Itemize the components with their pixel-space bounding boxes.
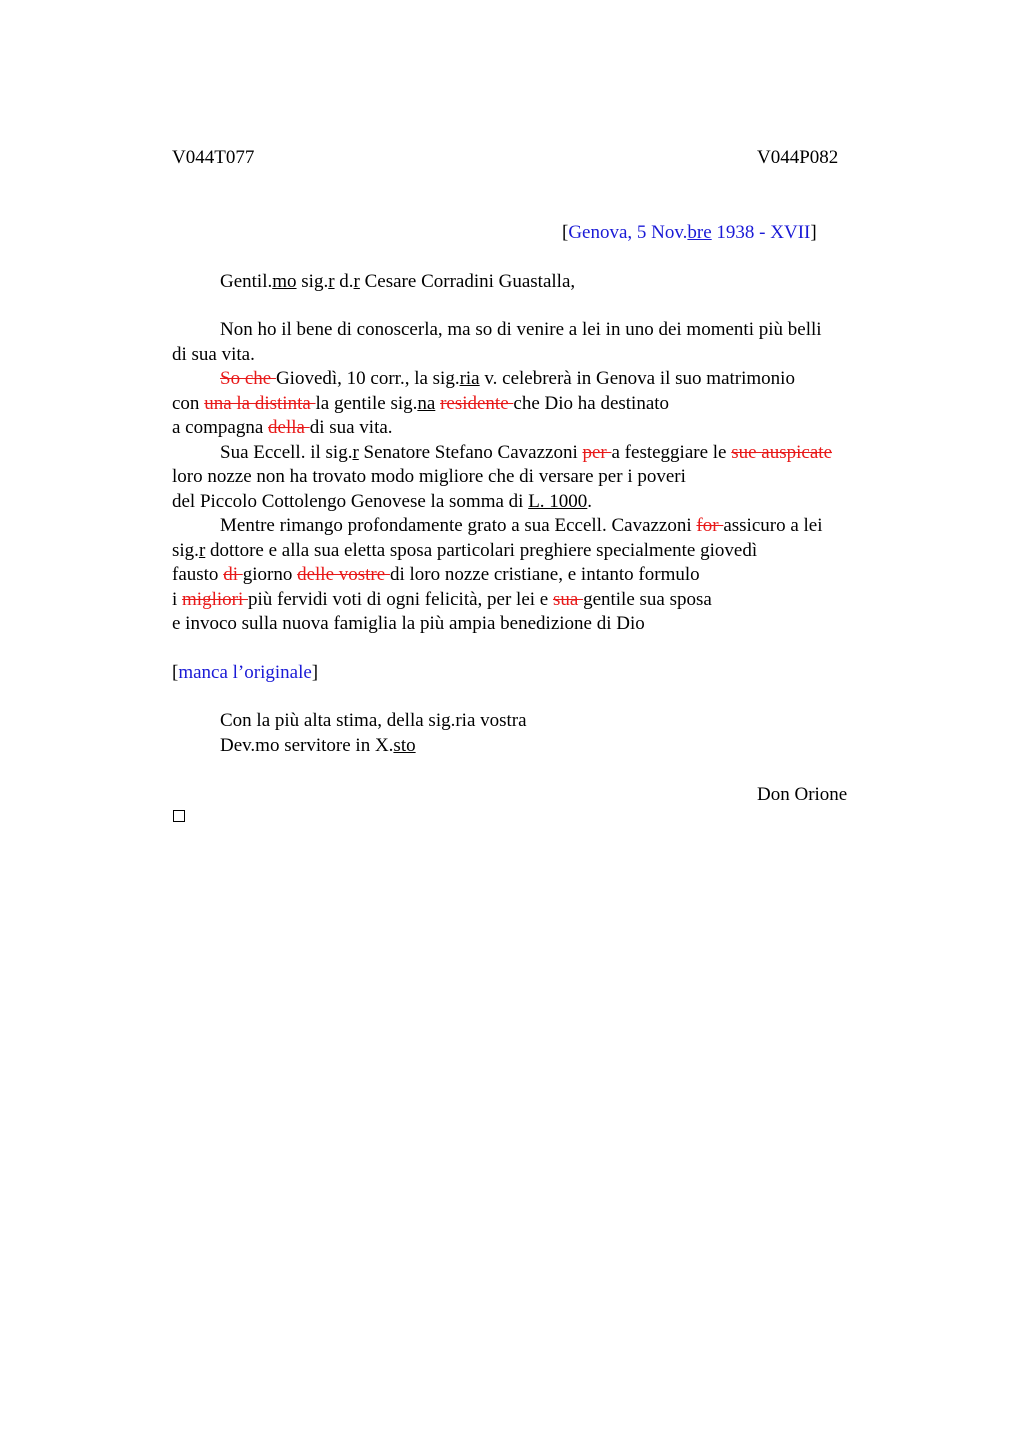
editorial-note-text: manca l’originale — [178, 662, 312, 683]
abbrev: sto — [393, 735, 416, 756]
text: la gentile sig. — [315, 392, 418, 414]
text: del Piccolo Cottolengo Genovese la somma di — [172, 490, 529, 512]
salutation-text: d. — [334, 271, 354, 292]
dateline-place: Genova, 5 Nov. — [568, 222, 688, 243]
text: più fervidi voti di ogni felicità, per lei e — [248, 588, 553, 610]
salutation-abbrev: mo — [272, 271, 297, 292]
paragraph-1-line-2: di sua vita. — [172, 343, 255, 365]
paragraph-1-line-1: Non ho il bene di conoscerla, ma so di venire a lei in uno dei momenti più belli — [220, 319, 822, 340]
abbrev: r — [198, 539, 206, 561]
salutation-text: Gentil. — [220, 271, 273, 292]
amount: L. 1000 — [528, 490, 588, 512]
deleted-text: una la distinta — [204, 392, 316, 414]
salutation-abbrev: r — [353, 271, 360, 292]
letter-body — [172, 318, 892, 637]
text: Mentre rimango profondamente grato a sua Eccell. Cavazzoni — [220, 515, 697, 536]
text: che Dio ha destinato — [513, 392, 670, 414]
salutation-text: Cesare Corradini Guastalla, — [359, 271, 576, 292]
deleted-text: residente — [440, 392, 514, 414]
dateline-year: 1938 - XVII — [711, 222, 811, 243]
text: a compagna — [172, 417, 269, 438]
text: con — [172, 392, 205, 414]
deleted-text: delle vostre — [297, 564, 390, 585]
checkbox-icon — [173, 810, 185, 822]
deleted-text: So che — [220, 368, 276, 389]
bracket-close: ] — [810, 222, 817, 243]
abbrev: r — [352, 441, 359, 463]
paragraph-2-line-3 — [172, 416, 892, 441]
paragraph-2-line-2 — [172, 392, 892, 417]
salutation — [220, 270, 575, 294]
paragraph-4-line-3 — [172, 563, 892, 588]
paragraph-3-line-2: loro nozze non ha trovato modo migliore che di versare per i poveri — [172, 466, 686, 487]
bracket-close: ] — [311, 662, 319, 683]
text: Senatore Stefano Cavazzoni — [358, 441, 583, 463]
paragraph-4-line-5: e invoco sulla nuova famiglia la più ampia benedizione di Dio — [172, 613, 645, 634]
text: gentile sua sposa — [583, 588, 712, 610]
document-code-left: V044T077 — [172, 147, 255, 168]
deleted-text: per — [582, 441, 612, 463]
text: sig. — [172, 539, 199, 561]
deleted-text: migliori — [182, 588, 249, 610]
deleted-text: sue auspicate — [731, 441, 832, 463]
text: v. celebrerà in Genova il suo matrimonio — [479, 368, 795, 389]
text: fausto — [172, 564, 224, 585]
text: i — [172, 588, 183, 610]
salutation-text: sig. — [296, 271, 329, 292]
deleted-text: della — [268, 417, 310, 438]
deleted-text: for — [696, 515, 724, 536]
closing-line-1: Con la più alta stima, della sig.ria vostra — [220, 710, 527, 731]
text: dottore e alla sua eletta sposa particolari preghiere specialmente giovedì — [205, 539, 758, 561]
closing-line-2 — [220, 734, 416, 758]
document-code-right: V044P082 — [757, 147, 839, 168]
paragraph-3-line-3 — [172, 490, 892, 515]
abbrev: ria — [459, 368, 480, 389]
deleted-text: sua — [552, 588, 584, 610]
dateline-superscript: bre — [687, 222, 712, 243]
text: . — [587, 490, 593, 512]
text: a festeggiare le — [611, 441, 732, 463]
bracket-open: [ — [172, 662, 179, 683]
paragraph-4-line-2 — [172, 539, 892, 564]
paragraph-4-line-1 — [172, 514, 892, 539]
signature: Don Orione — [757, 784, 848, 805]
paragraph-4-line-4 — [172, 588, 892, 613]
paragraph-3-line-1 — [172, 441, 892, 466]
abbrev: na — [417, 392, 436, 414]
paragraph-2-line-1 — [172, 367, 892, 392]
text: Sua Eccell. il sig. — [220, 441, 353, 463]
bracket-open: [ — [562, 222, 569, 243]
text: Dev.mo servitore in X. — [220, 735, 394, 756]
text: assicuro a lei — [723, 515, 823, 536]
deleted-text: di — [223, 564, 243, 585]
salutation-abbrev: r — [328, 271, 335, 292]
editorial-note — [172, 661, 318, 685]
text: giorno — [242, 564, 298, 585]
text: di loro nozze cristiane, e intanto formulo — [389, 564, 700, 585]
text: Giovedì, 10 corr., la sig. — [275, 368, 460, 389]
text: di sua vita. — [309, 417, 393, 438]
dateline — [562, 221, 817, 245]
